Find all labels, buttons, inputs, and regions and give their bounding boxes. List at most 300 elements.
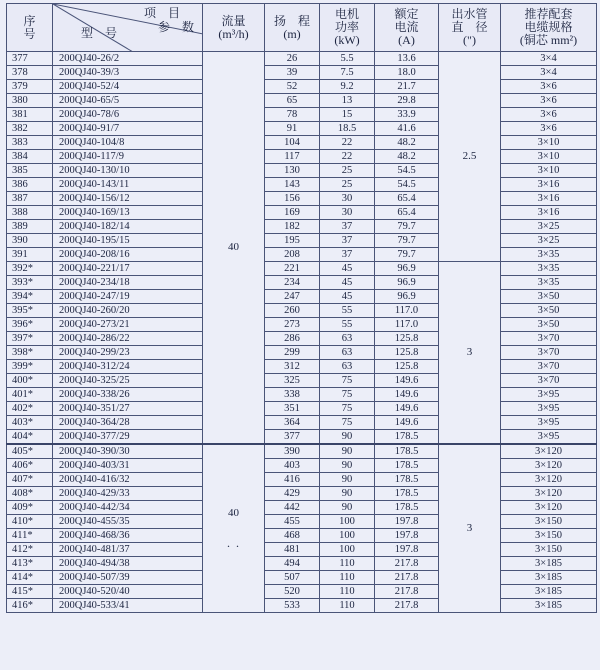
power-cell: 25 <box>320 178 375 192</box>
head-cell: 507 <box>265 571 320 585</box>
model-cell: 200QJ40-208/16 <box>53 248 203 262</box>
head-cell: 195 <box>265 234 320 248</box>
row-number: 390 <box>7 234 53 248</box>
row-number: 386 <box>7 178 53 192</box>
row-number: 406* <box>7 459 53 473</box>
model-cell: 200QJ40-195/15 <box>53 234 203 248</box>
header-pipe: 出水管 直 径 (") <box>439 4 501 52</box>
power-cell: 110 <box>320 599 375 613</box>
model-cell: 200QJ40-494/38 <box>53 557 203 571</box>
model-cell: 200QJ40-364/28 <box>53 416 203 430</box>
cable-cell: 3×16 <box>501 192 597 206</box>
cable-cell: 3×4 <box>501 52 597 66</box>
current-cell: 125.8 <box>375 332 439 346</box>
cable-cell: 3×25 <box>501 234 597 248</box>
power-cell: 18.5 <box>320 122 375 136</box>
head-cell: 208 <box>265 248 320 262</box>
table-row <box>7 388 597 402</box>
current-cell: 178.5 <box>375 430 439 445</box>
table-row <box>7 374 597 388</box>
power-cell: 9.2 <box>320 80 375 94</box>
model-cell: 200QJ40-507/39 <box>53 571 203 585</box>
cable-cell: 3×6 <box>501 122 597 136</box>
current-cell: 149.6 <box>375 388 439 402</box>
cable-cell: 3×70 <box>501 346 597 360</box>
table-row <box>7 304 597 318</box>
head-cell: 260 <box>265 304 320 318</box>
row-number: 396* <box>7 318 53 332</box>
header-diagonal <box>53 4 203 52</box>
head-cell: 455 <box>265 515 320 529</box>
model-cell: 200QJ40-468/36 <box>53 529 203 543</box>
power-cell: 110 <box>320 557 375 571</box>
table-row <box>7 444 597 459</box>
row-number: 410* <box>7 515 53 529</box>
model-cell: 200QJ40-221/17 <box>53 262 203 276</box>
head-cell: 117 <box>265 150 320 164</box>
power-cell: 63 <box>320 346 375 360</box>
table-row <box>7 80 597 94</box>
row-number: 378 <box>7 66 53 80</box>
model-cell: 200QJ40-533/41 <box>53 599 203 613</box>
table-row <box>7 318 597 332</box>
current-cell: 96.9 <box>375 276 439 290</box>
current-cell: 178.5 <box>375 501 439 515</box>
cable-cell: 3×120 <box>501 444 597 459</box>
current-cell: 96.9 <box>375 262 439 276</box>
head-cell: 442 <box>265 501 320 515</box>
model-cell: 200QJ40-286/22 <box>53 332 203 346</box>
power-cell: 90 <box>320 473 375 487</box>
table-row <box>7 122 597 136</box>
head-cell: 182 <box>265 220 320 234</box>
table-row <box>7 473 597 487</box>
model-cell: 200QJ40-130/10 <box>53 164 203 178</box>
current-cell: 178.5 <box>375 487 439 501</box>
table-row <box>7 430 597 445</box>
head-cell: 533 <box>265 599 320 613</box>
current-cell: 217.8 <box>375 599 439 613</box>
model-cell: 200QJ40-117/9 <box>53 150 203 164</box>
head-cell: 299 <box>265 346 320 360</box>
row-number: 409* <box>7 501 53 515</box>
table-row <box>7 332 597 346</box>
row-number: 399* <box>7 360 53 374</box>
header-param-label: 参 数 <box>157 20 194 34</box>
cable-cell: 3×150 <box>501 543 597 557</box>
model-cell: 200QJ40-390/30 <box>53 444 203 459</box>
head-cell: 286 <box>265 332 320 346</box>
row-number: 412* <box>7 543 53 557</box>
head-cell: 247 <box>265 290 320 304</box>
row-number: 389 <box>7 220 53 234</box>
current-cell: 117.0 <box>375 304 439 318</box>
cable-cell: 3×95 <box>501 430 597 445</box>
table-row <box>7 543 597 557</box>
model-cell: 200QJ40-442/34 <box>53 501 203 515</box>
model-cell: 200QJ40-455/35 <box>53 515 203 529</box>
table-row <box>7 66 597 80</box>
model-cell: 200QJ40-234/18 <box>53 276 203 290</box>
header-current: 额定 电流 (A) <box>375 4 439 52</box>
table-row <box>7 150 597 164</box>
cable-cell: 3×185 <box>501 585 597 599</box>
power-cell: 37 <box>320 234 375 248</box>
model-cell: 200QJ40-52/4 <box>53 80 203 94</box>
table-row <box>7 164 597 178</box>
model-cell: 200QJ40-403/31 <box>53 459 203 473</box>
power-cell: 55 <box>320 304 375 318</box>
power-cell: 63 <box>320 332 375 346</box>
model-cell: 200QJ40-26/2 <box>53 52 203 66</box>
current-cell: 149.6 <box>375 416 439 430</box>
cable-cell: 3×10 <box>501 150 597 164</box>
power-cell: 90 <box>320 501 375 515</box>
current-cell: 54.5 <box>375 178 439 192</box>
table-row <box>7 276 597 290</box>
cable-cell: 3×95 <box>501 402 597 416</box>
cable-cell: 3×120 <box>501 501 597 515</box>
model-cell: 200QJ40-520/40 <box>53 585 203 599</box>
power-cell: 100 <box>320 543 375 557</box>
power-cell: 90 <box>320 487 375 501</box>
flow-mark: · · <box>226 539 241 553</box>
current-cell: 96.9 <box>375 290 439 304</box>
row-number: 394* <box>7 290 53 304</box>
row-number: 413* <box>7 557 53 571</box>
power-cell: 90 <box>320 459 375 473</box>
row-number: 393* <box>7 276 53 290</box>
header-power: 电机 功率 (kW) <box>320 4 375 52</box>
model-cell: 200QJ40-273/21 <box>53 318 203 332</box>
current-cell: 13.6 <box>375 52 439 66</box>
row-number: 397* <box>7 332 53 346</box>
header-head: 扬 程 (m) <box>265 4 320 52</box>
power-cell: 37 <box>320 220 375 234</box>
head-cell: 338 <box>265 388 320 402</box>
head-cell: 65 <box>265 94 320 108</box>
cable-cell: 3×120 <box>501 473 597 487</box>
row-number: 403* <box>7 416 53 430</box>
cable-cell: 3×25 <box>501 220 597 234</box>
power-cell: 100 <box>320 515 375 529</box>
model-cell: 200QJ40-325/25 <box>53 374 203 388</box>
row-number: 384 <box>7 150 53 164</box>
row-number: 411* <box>7 529 53 543</box>
power-cell: 25 <box>320 164 375 178</box>
head-cell: 481 <box>265 543 320 557</box>
table-row <box>7 290 597 304</box>
cable-cell: 3×6 <box>501 108 597 122</box>
table-row <box>7 487 597 501</box>
cable-cell: 3×120 <box>501 459 597 473</box>
power-cell: 45 <box>320 290 375 304</box>
current-cell: 125.8 <box>375 346 439 360</box>
model-cell: 200QJ40-169/13 <box>53 206 203 220</box>
table-row <box>7 501 597 515</box>
row-number: 392* <box>7 262 53 276</box>
table-row <box>7 571 597 585</box>
cable-cell: 3×150 <box>501 529 597 543</box>
cable-cell: 3×35 <box>501 248 597 262</box>
table-row <box>7 234 597 248</box>
row-number: 381 <box>7 108 53 122</box>
current-cell: 217.8 <box>375 571 439 585</box>
current-cell: 21.7 <box>375 80 439 94</box>
header-flow: 流量 (m³/h) <box>203 4 265 52</box>
current-cell: 79.7 <box>375 220 439 234</box>
head-cell: 416 <box>265 473 320 487</box>
current-cell: 18.0 <box>375 66 439 80</box>
row-number: 416* <box>7 599 53 613</box>
cable-cell: 3×6 <box>501 80 597 94</box>
head-cell: 91 <box>265 122 320 136</box>
table-row <box>7 206 597 220</box>
model-cell: 200QJ40-351/27 <box>53 402 203 416</box>
row-number: 395* <box>7 304 53 318</box>
cable-cell: 3×150 <box>501 515 597 529</box>
row-number: 377 <box>7 52 53 66</box>
model-cell: 200QJ40-182/14 <box>53 220 203 234</box>
model-cell: 200QJ40-247/19 <box>53 290 203 304</box>
cable-cell: 3×50 <box>501 290 597 304</box>
row-number: 388 <box>7 206 53 220</box>
cable-cell: 3×6 <box>501 94 597 108</box>
row-number: 387 <box>7 192 53 206</box>
model-cell: 200QJ40-78/6 <box>53 108 203 122</box>
header-project-label: 项 目 <box>143 6 180 20</box>
head-cell: 520 <box>265 585 320 599</box>
row-number: 391 <box>7 248 53 262</box>
power-cell: 13 <box>320 94 375 108</box>
table-row <box>7 178 597 192</box>
head-cell: 468 <box>265 529 320 543</box>
head-cell: 312 <box>265 360 320 374</box>
row-number: 402* <box>7 402 53 416</box>
cable-cell: 3×120 <box>501 487 597 501</box>
power-cell: 100 <box>320 529 375 543</box>
table-row <box>7 52 597 66</box>
head-cell: 52 <box>265 80 320 94</box>
current-cell: 149.6 <box>375 402 439 416</box>
current-cell: 178.5 <box>375 473 439 487</box>
current-cell: 79.7 <box>375 248 439 262</box>
row-number: 401* <box>7 388 53 402</box>
cable-cell: 3×50 <box>501 318 597 332</box>
cable-cell: 3×10 <box>501 164 597 178</box>
current-cell: 197.8 <box>375 515 439 529</box>
model-cell: 200QJ40-416/32 <box>53 473 203 487</box>
head-cell: 143 <box>265 178 320 192</box>
model-cell: 200QJ40-377/29 <box>53 430 203 445</box>
current-cell: 48.2 <box>375 136 439 150</box>
current-cell: 41.6 <box>375 122 439 136</box>
pipe-cell: 3 <box>439 444 501 613</box>
head-cell: 130 <box>265 164 320 178</box>
current-cell: 178.5 <box>375 459 439 473</box>
current-cell: 54.5 <box>375 164 439 178</box>
table-row <box>7 346 597 360</box>
power-cell: 15 <box>320 108 375 122</box>
head-cell: 494 <box>265 557 320 571</box>
pump-spec-sheet <box>6 3 596 667</box>
current-cell: 117.0 <box>375 318 439 332</box>
current-cell: 33.9 <box>375 108 439 122</box>
head-cell: 169 <box>265 206 320 220</box>
table-row <box>7 136 597 150</box>
cable-cell: 3×35 <box>501 276 597 290</box>
power-cell: 75 <box>320 402 375 416</box>
row-number: 385 <box>7 164 53 178</box>
row-number: 379 <box>7 80 53 94</box>
power-cell: 30 <box>320 206 375 220</box>
model-cell: 200QJ40-481/37 <box>53 543 203 557</box>
table-row <box>7 248 597 262</box>
model-cell: 200QJ40-312/24 <box>53 360 203 374</box>
power-cell: 30 <box>320 192 375 206</box>
head-cell: 26 <box>265 52 320 66</box>
power-cell: 5.5 <box>320 52 375 66</box>
current-cell: 79.7 <box>375 234 439 248</box>
model-cell: 200QJ40-260/20 <box>53 304 203 318</box>
power-cell: 110 <box>320 585 375 599</box>
power-cell: 22 <box>320 136 375 150</box>
header-model-label: 型 号 <box>81 26 118 40</box>
row-number: 400* <box>7 374 53 388</box>
cable-cell: 3×4 <box>501 66 597 80</box>
power-cell: 37 <box>320 248 375 262</box>
model-cell: 200QJ40-39/3 <box>53 66 203 80</box>
row-number: 407* <box>7 473 53 487</box>
flow-cell <box>203 444 265 613</box>
current-cell: 217.8 <box>375 557 439 571</box>
power-cell: 55 <box>320 318 375 332</box>
row-number: 382 <box>7 122 53 136</box>
head-cell: 429 <box>265 487 320 501</box>
table-row <box>7 402 597 416</box>
power-cell: 75 <box>320 374 375 388</box>
flow-cell: 40 <box>203 52 265 445</box>
table-row <box>7 599 597 613</box>
power-cell: 75 <box>320 388 375 402</box>
model-cell: 200QJ40-338/26 <box>53 388 203 402</box>
head-cell: 273 <box>265 318 320 332</box>
current-cell: 125.8 <box>375 360 439 374</box>
cable-cell: 3×185 <box>501 599 597 613</box>
pump-spec-table <box>6 3 597 613</box>
power-cell: 90 <box>320 444 375 459</box>
row-number: 398* <box>7 346 53 360</box>
row-number: 380 <box>7 94 53 108</box>
row-number: 405* <box>7 444 53 459</box>
row-number: 383 <box>7 136 53 150</box>
table-row <box>7 108 597 122</box>
model-cell: 200QJ40-65/5 <box>53 94 203 108</box>
model-cell: 200QJ40-143/11 <box>53 178 203 192</box>
head-cell: 325 <box>265 374 320 388</box>
current-cell: 178.5 <box>375 444 439 459</box>
cable-cell: 3×185 <box>501 557 597 571</box>
head-cell: 221 <box>265 262 320 276</box>
head-cell: 234 <box>265 276 320 290</box>
row-number: 414* <box>7 571 53 585</box>
table-row <box>7 94 597 108</box>
current-cell: 48.2 <box>375 150 439 164</box>
pipe-cell: 3 <box>439 262 501 445</box>
flow-value: 40 <box>228 507 239 519</box>
model-cell: 200QJ40-299/23 <box>53 346 203 360</box>
table-row <box>7 192 597 206</box>
current-cell: 149.6 <box>375 374 439 388</box>
cable-cell: 3×10 <box>501 136 597 150</box>
power-cell: 45 <box>320 262 375 276</box>
head-cell: 156 <box>265 192 320 206</box>
header-cable: 推荐配套 电缆规格 (铜芯 mm²) <box>501 4 597 52</box>
cable-cell: 3×70 <box>501 360 597 374</box>
cable-cell: 3×70 <box>501 332 597 346</box>
power-cell: 75 <box>320 416 375 430</box>
table-row <box>7 360 597 374</box>
head-cell: 39 <box>265 66 320 80</box>
cable-cell: 3×35 <box>501 262 597 276</box>
head-cell: 390 <box>265 444 320 459</box>
model-cell: 200QJ40-91/7 <box>53 122 203 136</box>
cable-cell: 3×16 <box>501 206 597 220</box>
current-cell: 197.8 <box>375 529 439 543</box>
power-cell: 63 <box>320 360 375 374</box>
head-cell: 104 <box>265 136 320 150</box>
model-cell: 200QJ40-429/33 <box>53 487 203 501</box>
table-row <box>7 416 597 430</box>
table-row <box>7 262 597 276</box>
power-cell: 22 <box>320 150 375 164</box>
cable-cell: 3×16 <box>501 178 597 192</box>
table-row <box>7 515 597 529</box>
header-row <box>7 4 597 52</box>
head-cell: 351 <box>265 402 320 416</box>
head-cell: 364 <box>265 416 320 430</box>
current-cell: 65.4 <box>375 206 439 220</box>
power-cell: 7.5 <box>320 66 375 80</box>
head-cell: 78 <box>265 108 320 122</box>
row-number: 415* <box>7 585 53 599</box>
row-number: 404* <box>7 430 53 445</box>
power-cell: 45 <box>320 276 375 290</box>
cable-cell: 3×95 <box>501 388 597 402</box>
cable-cell: 3×50 <box>501 304 597 318</box>
table-row <box>7 557 597 571</box>
table-row <box>7 585 597 599</box>
model-cell: 200QJ40-156/12 <box>53 192 203 206</box>
table-row <box>7 220 597 234</box>
head-cell: 377 <box>265 430 320 445</box>
pipe-cell: 2.5 <box>439 52 501 262</box>
cable-cell: 3×185 <box>501 571 597 585</box>
current-cell: 65.4 <box>375 192 439 206</box>
table-body <box>7 52 597 613</box>
current-cell: 217.8 <box>375 585 439 599</box>
head-cell: 403 <box>265 459 320 473</box>
cable-cell: 3×95 <box>501 416 597 430</box>
current-cell: 197.8 <box>375 543 439 557</box>
cable-cell: 3×70 <box>501 374 597 388</box>
header-no: 序 号 <box>7 4 53 52</box>
current-cell: 29.8 <box>375 94 439 108</box>
power-cell: 110 <box>320 571 375 585</box>
row-number: 408* <box>7 487 53 501</box>
table-row <box>7 529 597 543</box>
table-row <box>7 459 597 473</box>
